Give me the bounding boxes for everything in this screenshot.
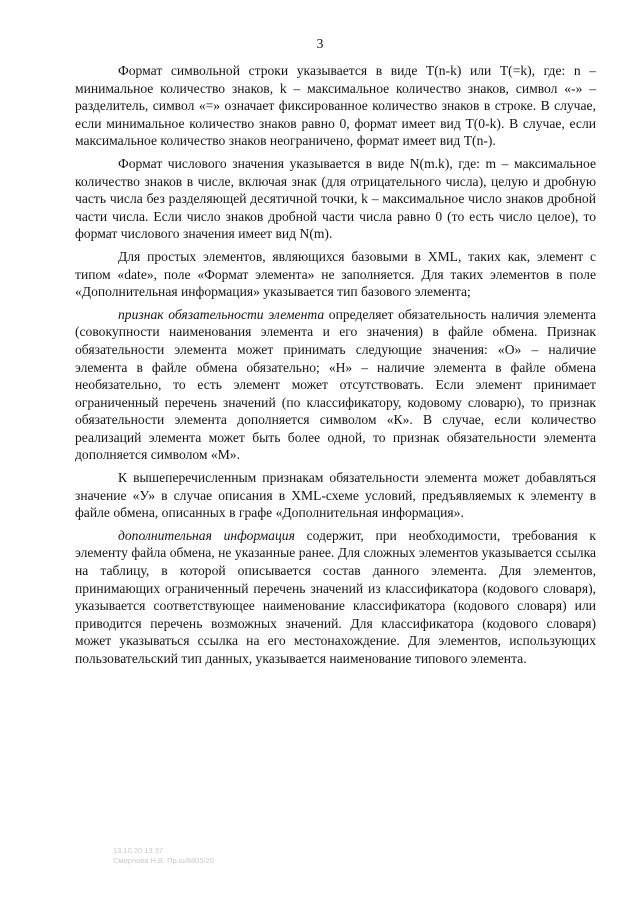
paragraph-conditional-flag: К вышеперечисленным признакам обязательности элемента может добавляться значение «У» в случае описания в XML-схеме условий, предъявляемых к элементу в файле обмена, описанных в графе «Дополнительная информация». bbox=[75, 470, 596, 521]
paragraph-required-flag bbox=[75, 306, 596, 464]
stamp-author: Смирнова Н.В. Пр.ш/8805/20 bbox=[113, 856, 214, 865]
footer-stamp bbox=[113, 846, 214, 866]
stamp-datetime: 13.10.20 13:37 bbox=[113, 846, 164, 855]
page-number: 3 bbox=[316, 36, 324, 51]
paragraph-string-format: Формат символьной строки указывается в виде T(n-k) или T(=k), где: n – минимальное количество знаков, k – максимальное количество знаков, символ «-» – разделитель, символ «=» означает фиксированное количество знаков в строке. В случае, если минимальное количество знаков равно 0, формат имеет вид T(0-k). В случае, если максимальное количество знаков неограничено, формат имеет вид T(n-). bbox=[75, 63, 596, 149]
paragraph-number-format: Формат числового значения указывается в виде N(m.k), где: m – максимальное количество знаков в числе, включая знак (для отрицательного числа), целую и дробную часть числа без разделяющей десятичной точки, k – максимальное число знаков дробной части числа. Если число знаков дробной части числа равно 0 (то есть число целое), то формат числового значения имеет вид N(m). bbox=[75, 155, 596, 242]
term-additional-info: дополнительная информация bbox=[118, 527, 295, 543]
paragraph-required-flag-text: определяет обязательность наличия элемента (совокупности наименования элемента и его значения) в файле обмена. Признак обязательности элемента может принимать следующие значения: «О» – наличие элемента в файле обмена обязательно; «Н» – наличие элемента в файле обмена необязательно, то есть элемент может отсутствовать. Если элемент принимает ограниченный перечень значений (по классификатору, кодовому словарю), то признак обязательности элемента дополняется символом «К». В случае, если количество реализаций элемента может быть более одной, то признак обязательности элемента дополняется символом «М». bbox=[75, 306, 596, 463]
document-body bbox=[75, 62, 596, 673]
paragraph-additional-info-text: содержит, при необходимости, требования к элементу файла обмена, не указанные ранее. Для сложных элементов указывается ссылка на таблицу, в которой описывается состав данного элемента. Для элементов, принимающих ограниченный перечень значений из классификатора (кодового словаря), указывается соответствующее наименование классификатора (кодового словаря) или приводится перечень возможных значений. Для классификатора (кодового словаря) может указываться ссылка на его местонахождение. Для элементов, использующих пользовательский тип данных, указывается наименование типового элемента. bbox=[75, 527, 597, 666]
paragraph-additional-info bbox=[75, 527, 596, 668]
term-required-flag: признак обязательности элемента bbox=[118, 306, 325, 322]
paragraph-simple-elements: Для простых элементов, являющихся базовыми в XML, таких как, элемент с типом «date», поле «Формат элемента» не заполняется. Для таких элементов в поле «Дополнительная информация» указывается тип базового элемента; bbox=[75, 248, 596, 300]
